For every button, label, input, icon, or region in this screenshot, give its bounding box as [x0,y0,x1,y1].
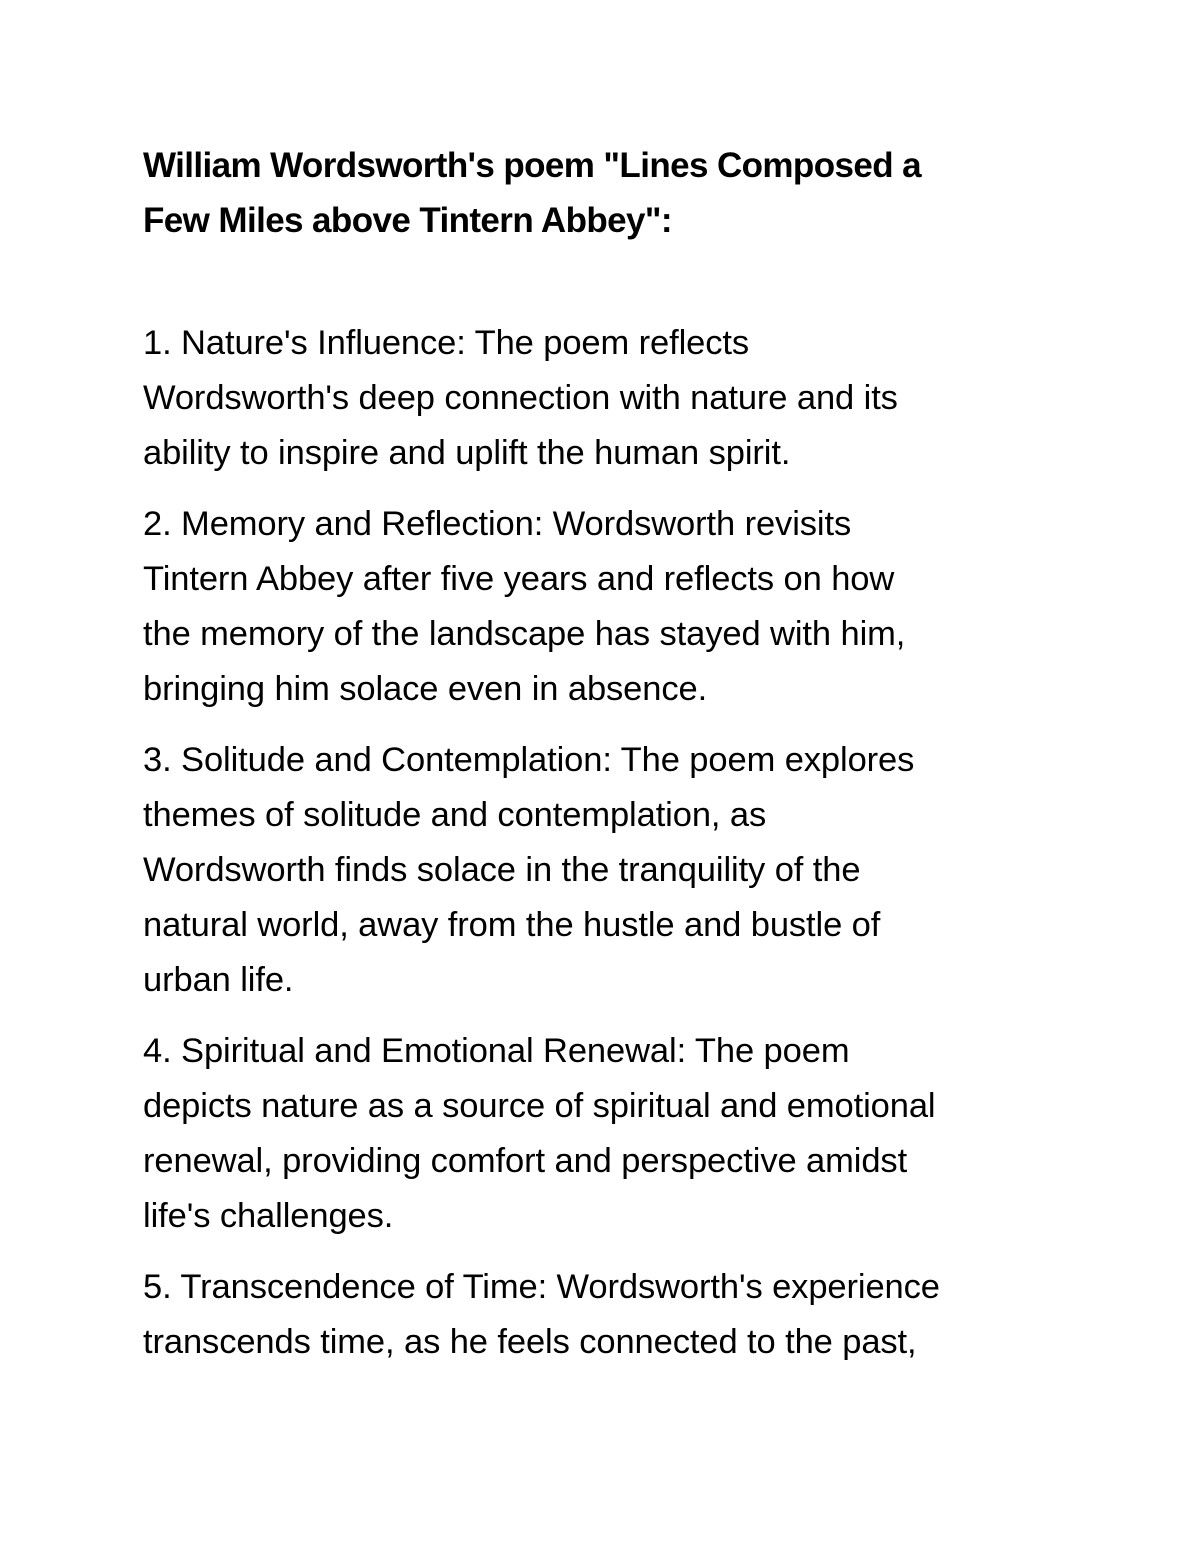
list-item [143,316,1083,481]
item-line: natural world, away from the hustle and bustle of [143,906,881,944]
item-line: 2. Memory and Reflection: Wordsworth revisits [143,505,852,543]
heading-line: Few Miles above Tintern Abbey": [143,201,672,240]
list-item [143,733,1083,1008]
item-line: urban life. [143,961,294,999]
item-line: renewal, providing comfort and perspective amidst [143,1142,908,1180]
list-item [143,1260,1083,1370]
item-line: 4. Spiritual and Emotional Renewal: The poem [143,1032,850,1070]
list-item [143,1024,1083,1244]
item-line: bringing him solace even in absence. [143,670,708,708]
item-line: depicts nature as a source of spiritual and emotional [143,1087,936,1125]
item-line: the memory of the landscape has stayed with him, [143,615,906,653]
item-line: Wordsworth finds solace in the tranquility of the [143,851,861,889]
list-item [143,497,1083,717]
item-line: ability to inspire and uplift the human spirit. [143,434,791,472]
item-line: themes of solitude and contemplation, as [143,796,767,834]
item-line: 3. Solitude and Contemplation: The poem explores [143,741,915,779]
item-line: life's challenges. [143,1197,394,1235]
themes-list [143,316,1083,1370]
item-line: 1. Nature's Influence: The poem reflects [143,324,750,362]
heading-line: William Wordsworth's poem "Lines Composed a [143,146,921,185]
item-line: Tintern Abbey after five years and reflects on how [143,560,895,598]
document-page [143,138,1083,1386]
document-heading [143,138,1083,248]
item-line: transcends time, as he feels connected to the past, [143,1323,917,1361]
item-line: Wordsworth's deep connection with nature and its [143,379,898,417]
item-line: 5. Transcendence of Time: Wordsworth's experience [143,1268,940,1306]
